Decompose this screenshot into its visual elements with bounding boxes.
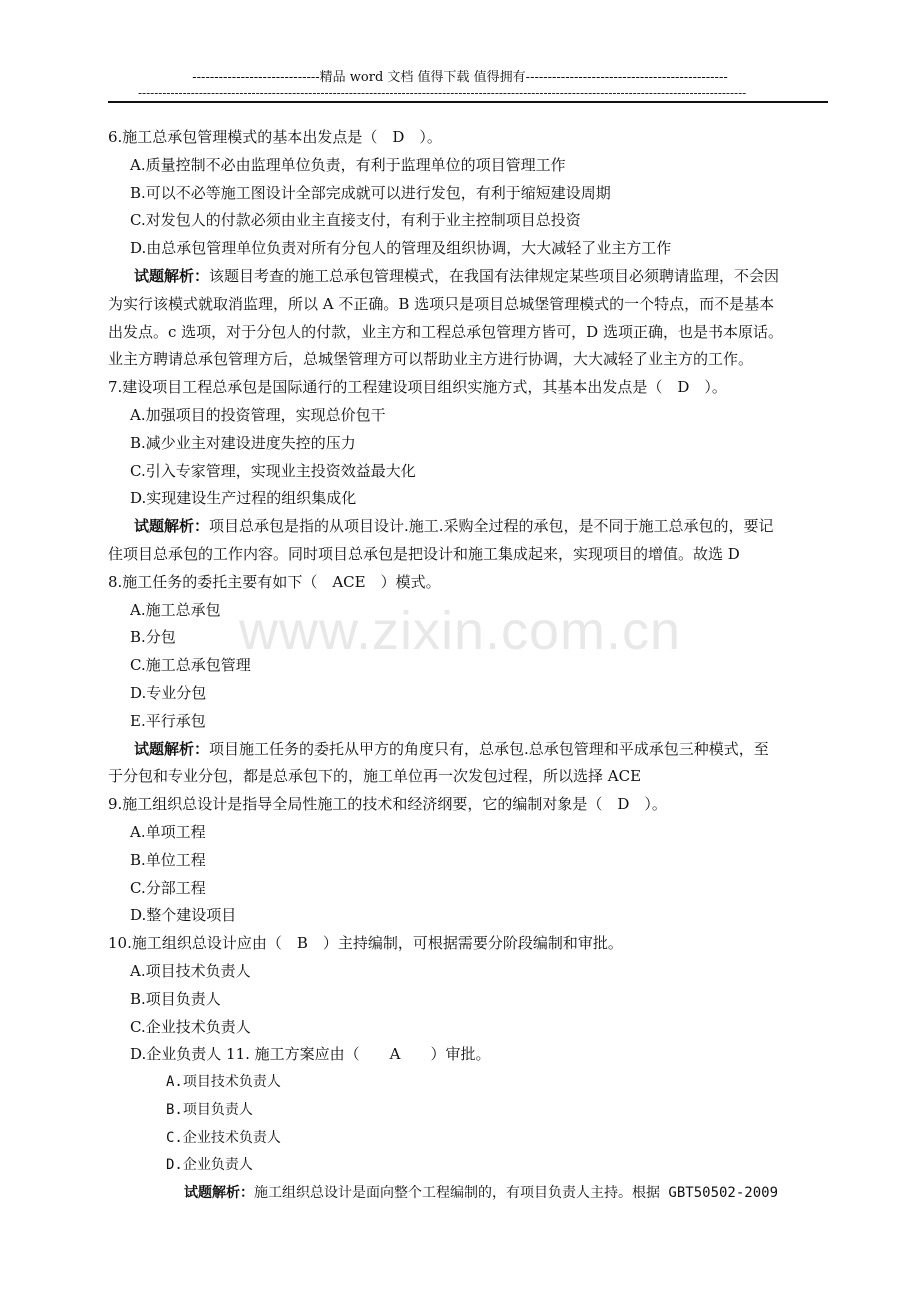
option-line bbox=[108, 430, 828, 458]
line-text: C.对发包人的付款必须由业主直接支付，有利于业主控制项目总投资 bbox=[130, 211, 581, 230]
analysis-continuation bbox=[108, 763, 828, 791]
page-header-banner: -----------------------------精品 word 文档 值得下载 值得拥有---------------------------------------------- bbox=[192, 70, 728, 85]
line-text: D.专业分包 bbox=[130, 683, 207, 702]
option-line bbox=[108, 1014, 828, 1042]
line-text: D.整个建设项目 bbox=[130, 906, 237, 925]
line-text: A.单项工程 bbox=[130, 822, 206, 841]
line-text: A.质量控制不必由监理单位负责，有利于监理单位的项目管理工作 bbox=[130, 155, 566, 174]
line-text: 项目施工任务的委托从甲方的角度只有，总承包.总承包管理和平成承包三种模式，至 bbox=[209, 739, 769, 758]
line-text: D.由总承包管理单位负责对所有分包人的管理及组织协调，大大减轻了业主方工作 bbox=[130, 239, 672, 258]
option-line bbox=[108, 1097, 828, 1125]
option-line bbox=[108, 875, 828, 903]
option-line bbox=[108, 902, 828, 930]
option-line bbox=[108, 652, 828, 680]
analysis-label: 试题解析： bbox=[134, 517, 210, 536]
analysis-label: 试题解析 bbox=[184, 1185, 240, 1202]
line-text: 7.建设项目工程总承包是国际通行的工程建设项目组织实施方式，其基本出发点是（ D ）。 bbox=[108, 378, 727, 397]
line-text: D.实现建设生产过程的组织集成化 bbox=[130, 489, 357, 508]
option-line bbox=[108, 1152, 828, 1180]
line-text: A.项目技术负责人 bbox=[130, 961, 251, 980]
line-text: 施工组织总设计是面向整个工程编制的，有项目负责人主持。根据 GBT50502-2009 bbox=[254, 1185, 779, 1202]
line-text: B.项目负责人 bbox=[130, 989, 221, 1008]
line-text: 住项目总承包的工作内容。同时项目总承包是把设计和施工集成起来，实现项目的增值。故选 D bbox=[108, 544, 740, 563]
line-text: B.单位工程 bbox=[130, 850, 206, 869]
option-line bbox=[108, 819, 828, 847]
question-line bbox=[108, 791, 828, 819]
line-text: 8.施工任务的委托主要有如下（ ACE ）模式。 bbox=[108, 572, 441, 591]
question-line bbox=[108, 124, 828, 152]
option-line bbox=[108, 485, 828, 513]
line-text: B.可以不必等施工图设计全部完成就可以进行发包，有利于缩短建设周期 bbox=[130, 183, 611, 202]
line-text: B.分包 bbox=[130, 628, 176, 647]
option-line bbox=[108, 624, 828, 652]
line-text: 业主方聘请总承包管理方后，总城堡管理方可以帮助业主方进行协调，大大减轻了业主方的工作。 bbox=[108, 350, 754, 369]
option-line bbox=[108, 1069, 828, 1097]
line-text: 项目总承包是指的从项目设计.施工.采购全过程的承包，是不同于施工总承包的，要记 bbox=[209, 517, 774, 536]
option-line bbox=[108, 235, 828, 263]
option-line bbox=[108, 402, 828, 430]
header-rule bbox=[108, 101, 828, 103]
option-line bbox=[108, 680, 828, 708]
line-text: D.企业负责人 bbox=[166, 1157, 253, 1174]
question-line bbox=[108, 569, 828, 597]
line-text: C.施工总承包管理 bbox=[130, 656, 251, 675]
analysis-continuation bbox=[108, 541, 828, 569]
line-text: A.项目技术负责人 bbox=[166, 1074, 281, 1091]
analysis-line bbox=[108, 736, 828, 764]
option-line bbox=[108, 847, 828, 875]
line-text: C.引入专家管理，实现业主投资效益最大化 bbox=[130, 461, 416, 480]
question-line bbox=[108, 930, 828, 958]
analysis-line bbox=[108, 513, 828, 541]
line-text: A.施工总承包 bbox=[130, 600, 221, 619]
line-text: C.分部工程 bbox=[130, 878, 206, 897]
line-text: 为实行该模式就取消监理，所以 A 不正确。B 选项只是项目总城堡管理模式的一个特点，而不是基本 bbox=[108, 294, 775, 313]
watermark: www.zixin.com.cn bbox=[238, 601, 682, 661]
line-text: B.减少业主对建设进度失控的压力 bbox=[130, 433, 356, 452]
line-text: B.项目负责人 bbox=[166, 1101, 253, 1118]
analysis-line bbox=[108, 263, 828, 291]
document-body bbox=[108, 124, 828, 1208]
analysis-label: 试题解析： bbox=[134, 266, 210, 285]
option-line bbox=[108, 1125, 828, 1153]
option-line bbox=[108, 708, 828, 736]
line-text: D.企业负责人 11. 施工方案应由（ A ）审批。 bbox=[130, 1045, 491, 1064]
line-text: 10.施工组织总设计应由（ B ）主持编制，可根据需要分阶段编制和审批。 bbox=[108, 934, 623, 953]
analysis-continuation bbox=[108, 346, 828, 374]
page-header-dashes: ------------------------------------------------------------------------------------------------------------------------------------------------------ bbox=[138, 86, 747, 100]
analysis-label: 试题解析： bbox=[134, 739, 210, 758]
analysis-continuation bbox=[108, 291, 828, 319]
option-line bbox=[108, 180, 828, 208]
analysis-line bbox=[108, 1180, 828, 1208]
option-line bbox=[108, 958, 828, 986]
option-line bbox=[108, 152, 828, 180]
option-line bbox=[108, 207, 828, 235]
line-text: C.企业技术负责人 bbox=[130, 1017, 251, 1036]
line-text: E.平行承包 bbox=[130, 711, 206, 730]
line-text: A.加强项目的投资管理，实现总价包干 bbox=[130, 405, 386, 424]
line-text: 于分包和专业分包，都是总承包下的，施工单位再一次发包过程，所以选择 ACE bbox=[108, 767, 642, 786]
line-text: 9.施工组织总设计是指导全局性施工的技术和经济纲要，它的编制对象是（ D ）。 bbox=[108, 795, 667, 814]
line-text: 出发点。c 选项，对于分包人的付款，业主方和工程总承包管理方皆可，D 选项正确，也是书本原话。 bbox=[108, 322, 783, 341]
question-line bbox=[108, 374, 828, 402]
analysis-continuation bbox=[108, 319, 828, 347]
analysis-label-colon: ： bbox=[240, 1185, 254, 1202]
option-line bbox=[108, 597, 828, 625]
option-line bbox=[108, 986, 828, 1014]
line-text: 该题目考查的施工总承包管理模式，在我国有法律规定某些项目必须聘请监理，不会因 bbox=[209, 266, 780, 285]
line-text: 6.施工总承包管理模式的基本出发点是（ D ）。 bbox=[108, 128, 442, 146]
line-text: C.企业技术负责人 bbox=[166, 1129, 281, 1146]
option-line bbox=[108, 458, 828, 486]
option-line bbox=[108, 1041, 828, 1069]
